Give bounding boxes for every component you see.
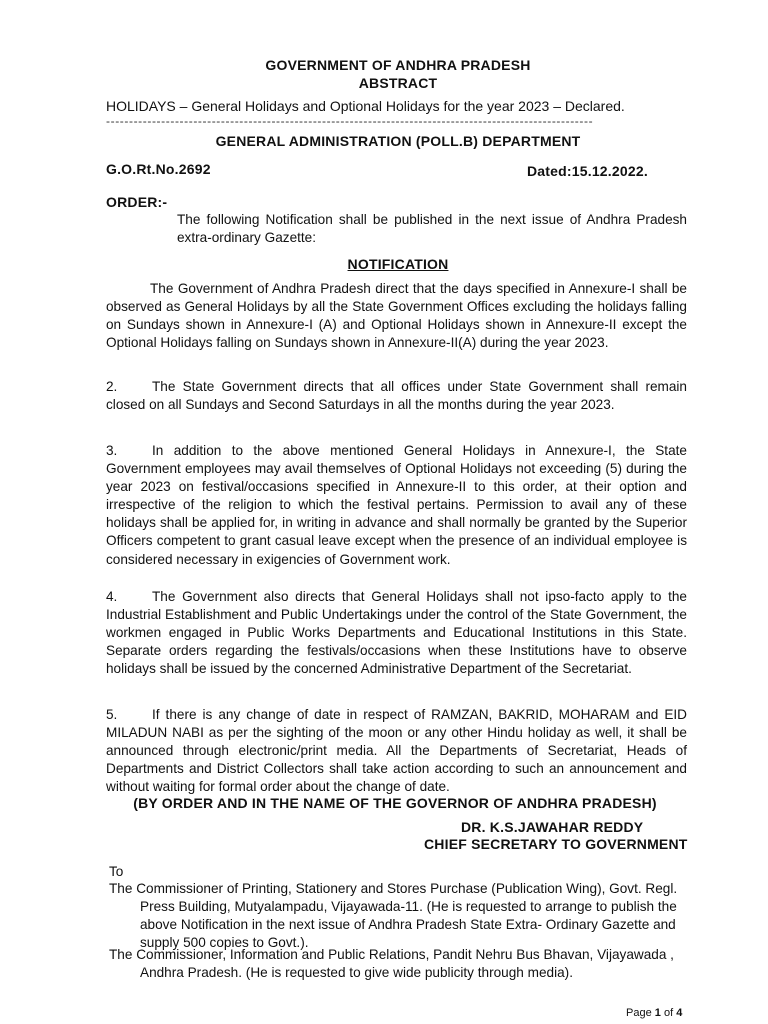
paragraph-4 — [106, 588, 687, 678]
by-order-line: (BY ORDER AND IN THE NAME OF THE GOVERNOR OF ANDHRA PRADESH) — [133, 795, 657, 811]
recipient-1: The Commissioner of Printing, Stationery and Stores Purchase (Publication Wing), Govt. Regl. Press Building, Mutyalampadu, Vijayawada-11. (He is requested to arrange to publish the above Notification in the next issue of Andhra Pradesh State Extra- Ordinary Gazette and supply 500 copies to Govt.). — [109, 881, 678, 951]
government-heading: GOVERNMENT OF ANDHRA PRADESH — [265, 57, 531, 73]
recipient-2: The Commissioner, Information and Public Relations, Pandit Nehru Bus Bhavan, Vijayawada , Andhra Pradesh. (He is requested to give wide publicity through media). — [109, 947, 674, 981]
separator-line: ---------------------------------------------------------------------------------------------------------- — [106, 114, 594, 128]
paragraph-3 — [106, 442, 687, 569]
go-number: G.O.Rt.No.2692 — [106, 161, 211, 177]
order-intro: The following Notification shall be published in the next issue of Andhra Pradesh extra-ordinary Gazette: — [177, 212, 687, 246]
paragraph-3-text: In addition to the above mentioned General Holidays in Annexure-I, the State Government employees may avail themselves of Optional Holidays not exceeding (5) during the year 2023 on festival/occasions specified in Annexure-II to this order, at their option and irrespective of the religion to which the festival pertains. Permission to avail any of these holidays shall be applied for, in writing in advance and shall normally be granted by the Superior Officers competent to grant casual leave except when the presence of an individual employee is considered necessary in exigencies of Government work. — [106, 443, 687, 567]
paragraph-5-number: 5. — [106, 707, 118, 722]
signatory-designation: CHIEF SECRETARY TO GOVERNMENT — [424, 836, 688, 852]
paragraph-2 — [106, 378, 687, 414]
order-label: ORDER:- — [106, 194, 168, 210]
department-heading: GENERAL ADMINISTRATION (POLL.B) DEPARTMENT — [215, 133, 581, 149]
notification-title: NOTIFICATION — [347, 256, 449, 272]
paragraph-5 — [106, 706, 687, 796]
signatory-name: DR. K.S.JAWAHAR REDDY — [461, 819, 644, 835]
paragraph-3-number: 3. — [106, 443, 118, 458]
paragraph-5-text: If there is any change of date in respect of RAMZAN, BAKRID, MOHARAM and EID MILADUN NABI as per the sighting of the moon or any other Hindu holiday as well, it shall be announced through electronic/print media. All the Departments of Secretariat, Heads of Departments and District Collectors shall take action according to such an announcement and without waiting for formal order about the change of date. — [106, 707, 687, 795]
paragraph-2-text: The State Government directs that all offices under State Government shall remain closed on all Sundays and Second Saturdays in all the months during the year 2023. — [106, 379, 687, 413]
to-label: To — [109, 864, 124, 879]
paragraph-1 — [106, 280, 687, 352]
order-date: Dated:15.12.2022. — [527, 163, 648, 179]
page-number: Page 1 of 4 — [626, 1007, 683, 1019]
paragraph-4-number: 4. — [106, 589, 118, 604]
paragraph-1-text: The Government of Andhra Pradesh direct that the days specified in Annexure-I shall be observed as General Holidays by all the State Government Offices excluding the holidays falling on Sundays shown in Annexure-I (A) and Optional Holidays shown in Annexure-II except the Optional Holidays falling on Sundays shown in Annexure-II(A) during the year 2023. — [106, 281, 687, 351]
subject-line: HOLIDAYS – General Holidays and Optional Holidays for the year 2023 – Declared. — [106, 98, 625, 114]
abstract-heading: ABSTRACT — [358, 75, 438, 91]
paragraph-2-number: 2. — [106, 379, 118, 394]
paragraph-4-text: The Government also directs that General Holidays shall not ipso-facto apply to the Industrial Establishment and Public Undertakings under the control of the State Government, the workmen engaged in Public Works Departments and Educational Institutions in this State. Separate orders regarding the festivals/occasions when these Institutions have to observe holidays shall be issued by the concerned Administrative Department of the Secretariat. — [106, 589, 687, 677]
